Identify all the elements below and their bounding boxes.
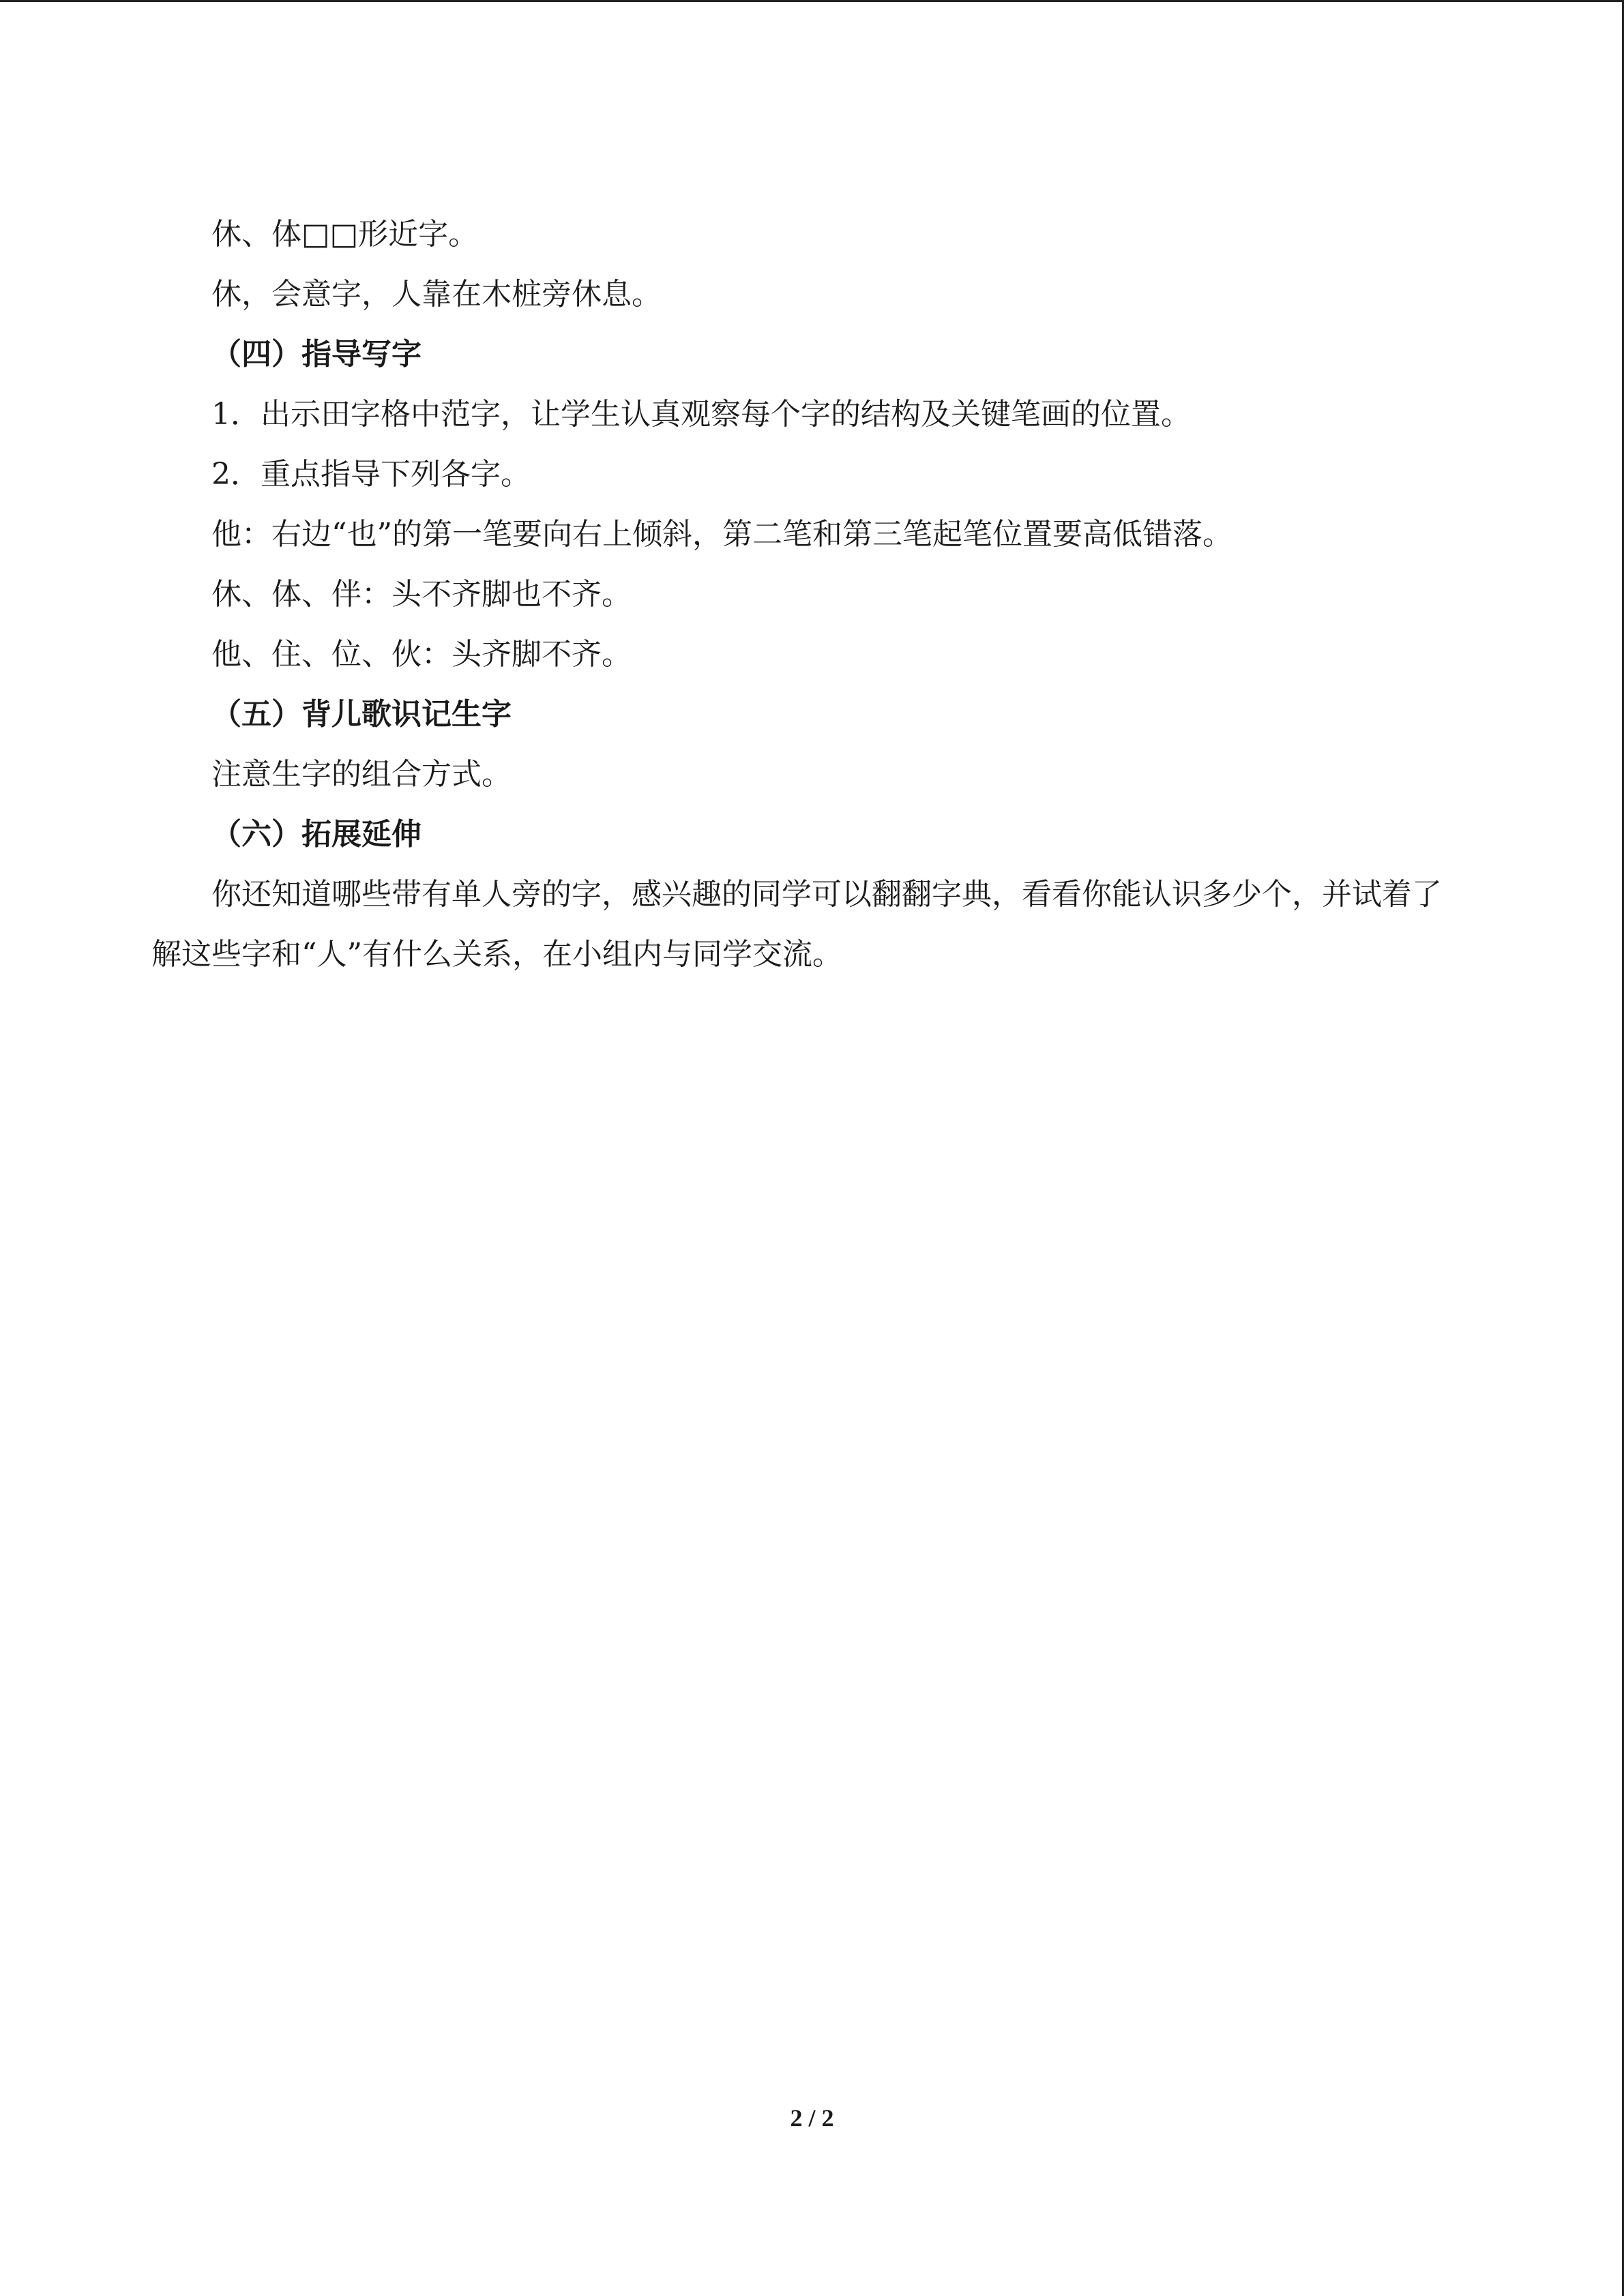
text-line: 2．重点指导下列各字。 xyxy=(211,457,531,492)
final-paragraph: 你还知道哪些带有单人旁的字，感兴趣的同学可以翻翻字典，看看你能认识多少个，并试着了解这些字和“人”有什么关系，在小组内与同学交流。 xyxy=(151,877,1442,972)
text-line: 他：右边“也”的第一笔要向右上倾斜，第二笔和第三笔起笔位置要高低错落。 xyxy=(211,517,1232,552)
text-line: 休，会意字，人靠在木桩旁休息。 xyxy=(211,277,662,312)
document-body xyxy=(151,205,1468,985)
text-line: 注意生字的组合方式。 xyxy=(211,757,512,792)
page-number: 2 / 2 xyxy=(790,2104,834,2132)
section-heading: （四）指导写字 xyxy=(211,337,422,372)
text-line: 他、住、位、伙：头齐脚不齐。 xyxy=(211,637,632,672)
text-line: 休、体□□形近字。 xyxy=(211,217,479,252)
text-line: 1．出示田字格中范字，让学生认真观察每个字的结构及关键笔画的位置。 xyxy=(211,397,1191,432)
top-border xyxy=(0,0,1624,2)
section-heading: （六）拓展延伸 xyxy=(211,817,422,852)
section-heading: （五）背儿歌识记生字 xyxy=(211,697,512,732)
text-line: 休、体、伴：头不齐脚也不齐。 xyxy=(211,577,632,612)
